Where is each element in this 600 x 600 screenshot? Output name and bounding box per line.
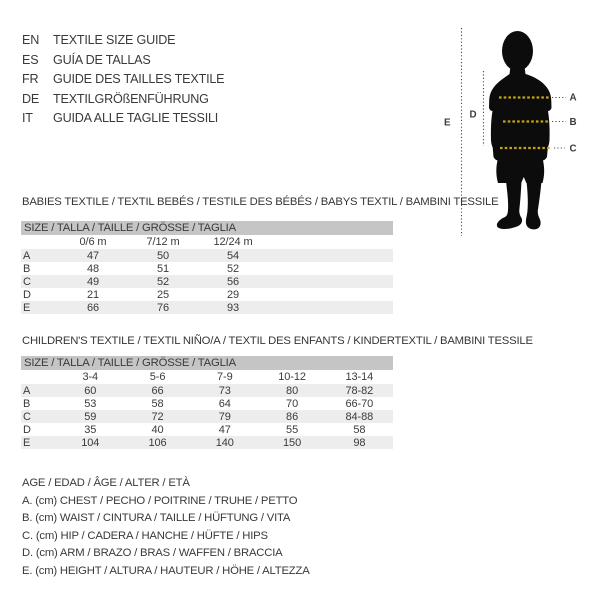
legend-line-age: AGE / EDAD / ÂGE / ALTER / ETÀ <box>22 477 190 489</box>
babies-size-header-bar: SIZE / TALLA / TAILLE / GRÖSSE / TAGLIA <box>21 221 393 235</box>
size-value: 55 <box>286 423 299 436</box>
size-value: 64 <box>218 397 231 410</box>
babies-section-title: BABIES TEXTILE / TEXTIL BEBÉS / TESTILE DES BÉBÉS / BABYS TEXTIL / BAMBINI TESSILE <box>22 196 499 208</box>
column-header: 0/6 m <box>79 236 107 248</box>
child-measurement-diagram <box>428 16 600 244</box>
column-header: 3-4 <box>82 371 99 383</box>
babies-column-header-row <box>21 235 393 249</box>
language-row <box>22 90 224 110</box>
table-row <box>21 288 393 301</box>
table-row <box>21 249 393 262</box>
size-value: 78-82 <box>345 384 374 397</box>
language-code: ES <box>22 52 39 67</box>
row-label: C <box>23 275 31 288</box>
size-value: 52 <box>156 275 170 288</box>
size-value: 47 <box>218 423 231 436</box>
size-value: 73 <box>218 384 231 397</box>
column-header: 7/12 m <box>146 236 180 248</box>
language-row <box>22 51 224 71</box>
silhouette-right-leg <box>526 181 542 229</box>
size-value: 35 <box>84 423 97 436</box>
size-value: 40 <box>151 423 164 436</box>
row-label: E <box>23 301 31 314</box>
column-header: 10-12 <box>278 371 306 383</box>
column-header: 13-14 <box>345 371 374 383</box>
table-row <box>21 397 393 410</box>
table-row <box>21 275 393 288</box>
children-size-header-bar: SIZE / TALLA / TAILLE / GRÖSSE / TAGLIA <box>21 356 393 370</box>
label-b: B <box>569 117 577 128</box>
language-row <box>22 70 224 90</box>
language-code: EN <box>22 33 40 47</box>
legend-line-hip: C. (cm) HIP / CADERA / HANCHE / HÜFTE / HIPS <box>22 529 268 542</box>
children-section-title: CHILDREN'S TEXTILE / TEXTIL NIÑO/A / TEXTIL DES ENFANTS / KINDERTEXTIL / BAMBINI TESSILE <box>22 335 533 347</box>
language-title: TEXTILGRÖßENFÜHRUNG <box>53 91 209 106</box>
size-value: 106 <box>148 436 167 449</box>
table-row <box>21 436 393 449</box>
language-row <box>22 31 224 51</box>
column-header: 7-9 <box>217 371 233 383</box>
size-value: 54 <box>226 249 240 262</box>
size-value: 29 <box>226 288 240 301</box>
size-value: 76 <box>156 301 170 314</box>
size-value: 84-88 <box>345 410 374 423</box>
size-value: 66 <box>86 301 100 314</box>
column-header: 12/24 m <box>213 236 253 248</box>
legend-line-chest: A. (cm) CHEST / PECHO / POITRINE / TRUHE / PETTO <box>22 494 298 507</box>
size-value: 140 <box>215 436 234 449</box>
size-value: 49 <box>86 275 100 288</box>
language-title: TEXTILE SIZE GUIDE <box>53 33 176 47</box>
size-value: 59 <box>84 410 97 423</box>
row-label: B <box>23 397 31 410</box>
size-value: 150 <box>283 436 302 449</box>
children-size-table <box>21 370 393 449</box>
row-label: B <box>23 262 31 275</box>
label-e: E <box>444 117 451 129</box>
table-row <box>21 423 393 436</box>
label-a: A <box>569 92 577 104</box>
language-title: GUIDE DES TAILLES TEXTILE <box>53 72 225 86</box>
language-code: IT <box>22 111 33 125</box>
column-header: 5-6 <box>149 371 166 383</box>
row-label: D <box>23 288 31 301</box>
size-value: 66 <box>151 384 164 397</box>
size-value: 72 <box>151 410 164 423</box>
size-value: 51 <box>156 262 170 275</box>
table-row <box>21 301 393 314</box>
size-value: 70 <box>286 397 299 410</box>
language-code: DE <box>22 91 40 106</box>
silhouette-torso <box>489 63 552 183</box>
size-value: 79 <box>218 410 231 423</box>
size-value: 80 <box>286 384 299 397</box>
language-row <box>22 109 224 129</box>
language-title: GUÍA DE TALLAS <box>53 52 151 67</box>
babies-size-table <box>21 235 393 314</box>
legend-line-height: E. (cm) HEIGHT / ALTURA / HAUTEUR / HÖHE / ALTEZZA <box>22 564 310 577</box>
row-label: C <box>23 410 31 423</box>
size-value: 25 <box>156 288 170 301</box>
size-value: 58 <box>353 423 366 436</box>
label-d: D <box>469 109 477 121</box>
size-value: 104 <box>81 436 100 449</box>
row-label: D <box>23 423 31 436</box>
silhouette-left-leg <box>497 181 522 229</box>
table-row <box>21 262 393 275</box>
row-label: E <box>23 436 31 449</box>
size-value: 98 <box>353 436 366 449</box>
size-value: 86 <box>286 410 299 423</box>
size-value: 47 <box>86 249 100 262</box>
size-value: 50 <box>156 249 170 262</box>
size-value: 66-70 <box>345 397 374 410</box>
size-value: 56 <box>226 275 240 288</box>
size-value: 21 <box>86 288 100 301</box>
language-code: FR <box>22 72 39 86</box>
size-value: 60 <box>84 384 97 397</box>
size-value: 53 <box>84 397 97 410</box>
legend-line-arm: D. (cm) ARM / BRAZO / BRAS / WAFFEN / BRACCIA <box>22 547 283 560</box>
row-label: A <box>23 384 31 397</box>
row-label: A <box>23 249 31 262</box>
size-value: 93 <box>226 301 240 314</box>
language-list <box>22 31 224 129</box>
table-row <box>21 384 393 397</box>
measurement-legend <box>22 475 310 581</box>
size-value: 48 <box>86 262 100 275</box>
children-column-header-row <box>21 370 393 384</box>
legend-line-waist: B. (cm) WAIST / CINTURA / TAILLE / HÜFTUNG / VITA <box>22 512 291 525</box>
table-row <box>21 410 393 423</box>
label-c: C <box>569 143 577 155</box>
language-title: GUIDA ALLE TAGLIE TESSILI <box>53 111 219 125</box>
size-value: 58 <box>151 397 164 410</box>
size-value: 52 <box>226 262 240 275</box>
